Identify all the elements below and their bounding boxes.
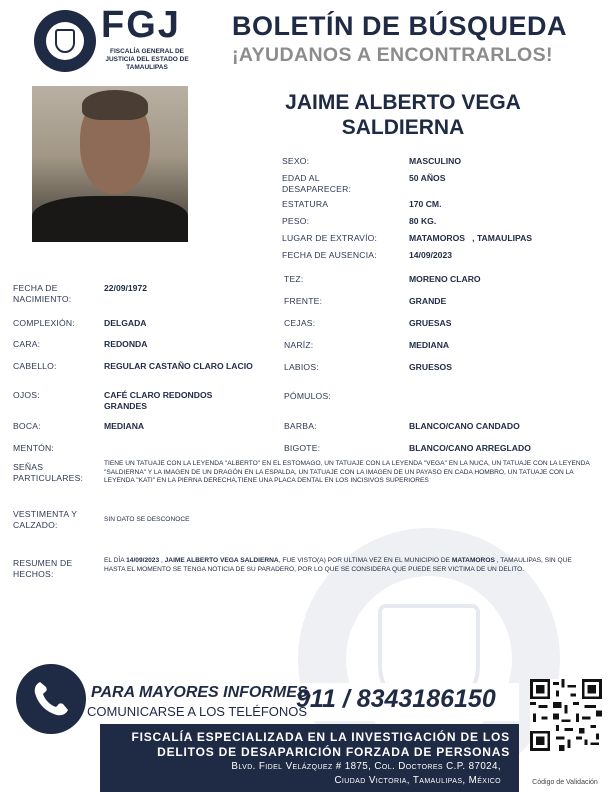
cheekbones-label: PÓMULOS: — [284, 391, 331, 401]
birth-date-value: 22/09/1972 — [104, 283, 148, 293]
info-line-1: PARA MAYORES INFORMES, — [91, 684, 313, 701]
lips-value: GRUESOS — [409, 362, 452, 372]
fiscal-line-2: DELITOS DE DESAPARICIÓN FORZADA DE PERSONAS — [157, 745, 510, 759]
sex-label: SEXO: — [282, 156, 310, 166]
build-label: COMPLEXIÓN: — [13, 318, 75, 328]
skin-label: TEZ: — [284, 274, 304, 284]
hair-label: CABELLO: — [13, 361, 57, 371]
mouth-value: MEDIANA — [104, 421, 145, 431]
fiscal-line-1: FISCALÍA ESPECIALIZADA EN LA INVESTIGACIÓN DE LOS — [131, 730, 510, 744]
address-line-2: Ciudad Victoria, Tamaulipas, México — [334, 775, 501, 786]
person-name: JAIME ALBERTO VEGA SALDIERNA — [285, 91, 521, 139]
place-value: MATAMOROS , TAMAULIPAS — [409, 233, 533, 243]
height-value: 170 CM. — [409, 199, 442, 209]
weight-label: PESO: — [282, 216, 310, 226]
nose-value: MEDIANA — [409, 340, 450, 350]
marks-text: TIENE UN TATUAJE CON LA LEYENDA "ALBERTO" EN EL ESTOMAGO, UN TATUAJE CON LA LEYENDA "VEGA" EN LA NUCA, UN TATUAJE CON LA LEYENDA "SALDIERNA" Y LA IMAGEN DE UN DRAGÓN EN LA ESPALDA, UN TATUAJE CON LA IMAGEN DE UN PAYASO EN CADA HOMBRO, UN TATUAJE CON LA LEYENDA "KATI" EN LA PIERNA DERECHA,TIENE UNA PLACA DENTAL EN LOS INCISIVOS SUPERIORES — [104, 460, 590, 485]
missing-person-photo — [32, 86, 188, 242]
mouth-label: BOCA: — [13, 421, 41, 431]
forehead-value: GRANDE — [409, 296, 447, 306]
lips-label: LABIOS: — [284, 362, 319, 372]
summary-text: EL DÍA 14/09/2023 , JAIME ALBERTO VEGA SALDIERNA, FUE VISTO(A) POR ULTIMA VEZ EN EL MUNICIPIO DE MATAMOROS , TAMAULIPAS, SIN QUE HASTA EL MOMENTO SE TENGA NOTICIA DE SU PARADERO, POR LO QUE SE CONSIDERA QUE PUEDE SER VICTIMA DE UN DELITO. — [104, 557, 572, 573]
qr-label: Código de Validación — [532, 779, 598, 786]
eyebrows-value: GRUESAS — [409, 318, 452, 328]
place-label: LUGAR DE EXTRAVÍO: — [282, 233, 378, 243]
phone-icon — [16, 664, 86, 734]
age-label: EDAD AL DESAPARECER: — [282, 173, 352, 194]
height-label: ESTATURA — [282, 199, 329, 209]
nose-label: NARÍZ: — [284, 340, 314, 350]
clothing-label: VESTIMENTA Y CALZADO: — [13, 509, 78, 530]
face-label: CARA: — [13, 339, 41, 349]
absence-date-label: FECHA DE AUSENCIA: — [282, 250, 377, 260]
eyebrows-label: CEJAS: — [284, 318, 316, 328]
age-value: 50 AÑOS — [409, 173, 446, 183]
skin-value: MORENO CLARO — [409, 274, 481, 284]
eyes-value: CAFÉ CLARO REDONDOS GRANDES — [104, 390, 213, 411]
weight-value: 80 KG. — [409, 216, 437, 226]
logo-subtitle: FISCALÍA GENERAL DE JUSTICIA DEL ESTADO DE TAMAULIPAS — [105, 48, 189, 71]
sex-value: MASCULINO — [409, 156, 462, 166]
face-value: REDONDA — [104, 339, 148, 349]
hair-value: REGULAR CASTAÑO CLARO LACIO — [104, 361, 253, 371]
mustache-label: BIGOTE: — [284, 443, 321, 453]
bulletin-title: BOLETÍN DE BÚSQUEDA — [232, 11, 568, 41]
summary-label: RESUMEN DE HECHOS: — [13, 558, 73, 579]
absence-date-value: 14/09/2023 — [409, 250, 453, 260]
chin-label: MENTÓN: — [13, 443, 55, 453]
qr-code[interactable] — [530, 679, 602, 751]
eyes-label: OJOS: — [13, 390, 40, 400]
info-line-2: COMUNICARSE A LOS TELÉFONOS — [87, 704, 308, 719]
logo-text: FGJ — [101, 4, 181, 46]
mustache-value: BLANCO/CANO ARREGLADO — [409, 443, 531, 453]
fgj-seal-logo — [34, 10, 96, 72]
beard-value: BLANCO/CANO CANDADO — [409, 421, 520, 431]
forehead-label: FRENTE: — [284, 296, 323, 306]
address-line-1: Blvd. Fidel Velázquez # 1875, Col. Doctores C.P. 87024, — [231, 761, 501, 772]
marks-label: SEÑAS PARTICULARES: — [13, 462, 84, 483]
beard-label: BARBA: — [284, 421, 317, 431]
clothing-text: SIN DATO SE DESCONOCE — [104, 516, 190, 523]
phone-number[interactable]: 911 / 8343186150 — [296, 685, 496, 713]
birth-date-label: FECHA DE NACIMIENTO: — [13, 283, 72, 304]
build-value: DELGADA — [104, 318, 147, 328]
bulletin-subtitle: ¡AYUDANOS A ENCONTRARLOS! — [232, 44, 553, 66]
